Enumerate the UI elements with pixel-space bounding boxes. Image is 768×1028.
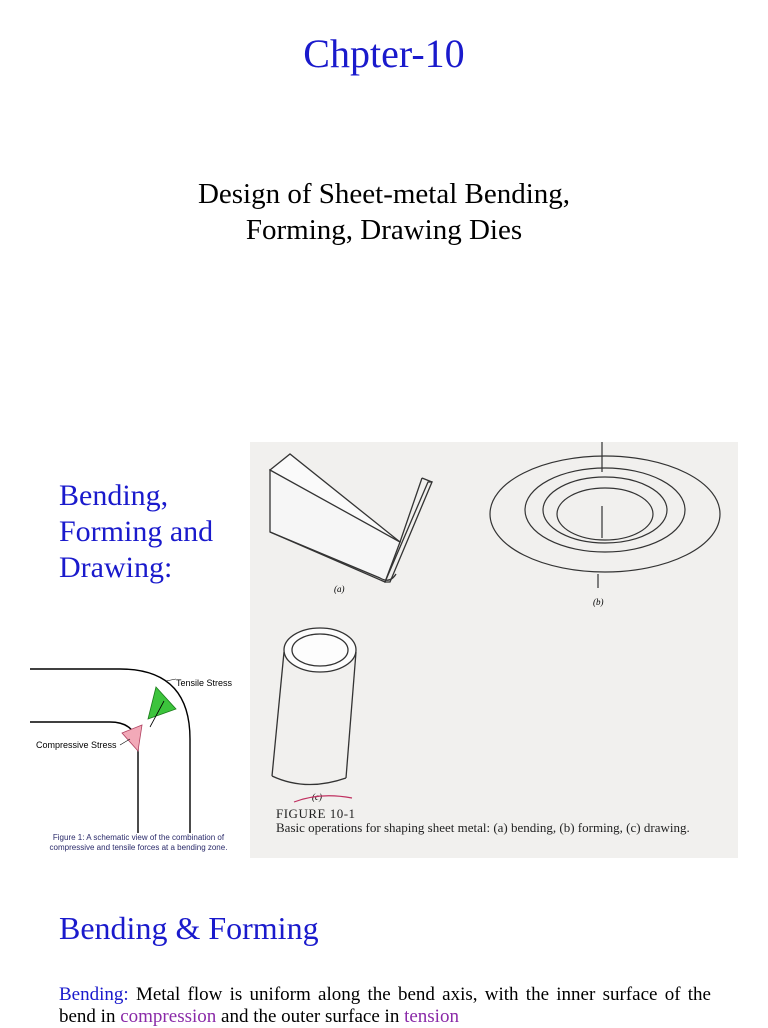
bent-angle-drawing xyxy=(270,454,432,582)
figure-label-c: (c) xyxy=(312,792,322,802)
section-heading-left xyxy=(59,478,259,586)
subtitle-line-2: Forming, Drawing Dies xyxy=(245,214,523,246)
pen-mark xyxy=(294,796,352,802)
section-heading-line-1: Bending, xyxy=(59,479,169,512)
drawn-cup-drawing xyxy=(272,628,356,785)
tensile-stress-wedge xyxy=(148,687,176,719)
section-heading-line-3: Drawing: xyxy=(59,551,173,584)
figure-label-b: (b) xyxy=(593,597,604,607)
figure-caption-label: FIGURE 10-1 xyxy=(276,806,356,821)
body-text-part-1: Metal flow is uniform along the bend axis, with the inner surface of the bend in xyxy=(59,984,711,1027)
subtitle-line-1: Design of Sheet-metal Bending, xyxy=(197,178,571,210)
formed-ring-drawing xyxy=(490,442,720,588)
section-heading-line-2: Forming and xyxy=(59,515,214,548)
subtitle xyxy=(0,176,768,248)
schematic-caption: Figure 1: A schematic view of the combination of compressive and tensile forces at a bending zone. xyxy=(49,833,228,852)
figure-caption-text: Basic operations for shaping sheet metal: (a) bending, (b) forming, (c) drawing. xyxy=(276,820,690,835)
term-bending: Bending: xyxy=(59,984,129,1005)
compressive-stress-wedge xyxy=(122,725,142,751)
chapter-title: Chpter-10 xyxy=(303,31,465,76)
figure-drawings xyxy=(250,442,738,858)
tensile-stress-label: Tensile Stress xyxy=(176,678,233,688)
body-text-part-2: and the outer surface in xyxy=(221,1006,400,1027)
figure-10-1-scan xyxy=(250,442,738,858)
figure-label-a: (a) xyxy=(334,584,345,594)
bending-stress-schematic xyxy=(30,665,240,855)
body-paragraph xyxy=(59,984,711,1028)
section-heading-bending-forming: Bending & Forming xyxy=(59,910,319,946)
term-tension: tension xyxy=(404,1006,459,1027)
term-compression: compression xyxy=(120,1006,217,1027)
compressive-stress-label: Compressive Stress xyxy=(36,740,117,750)
